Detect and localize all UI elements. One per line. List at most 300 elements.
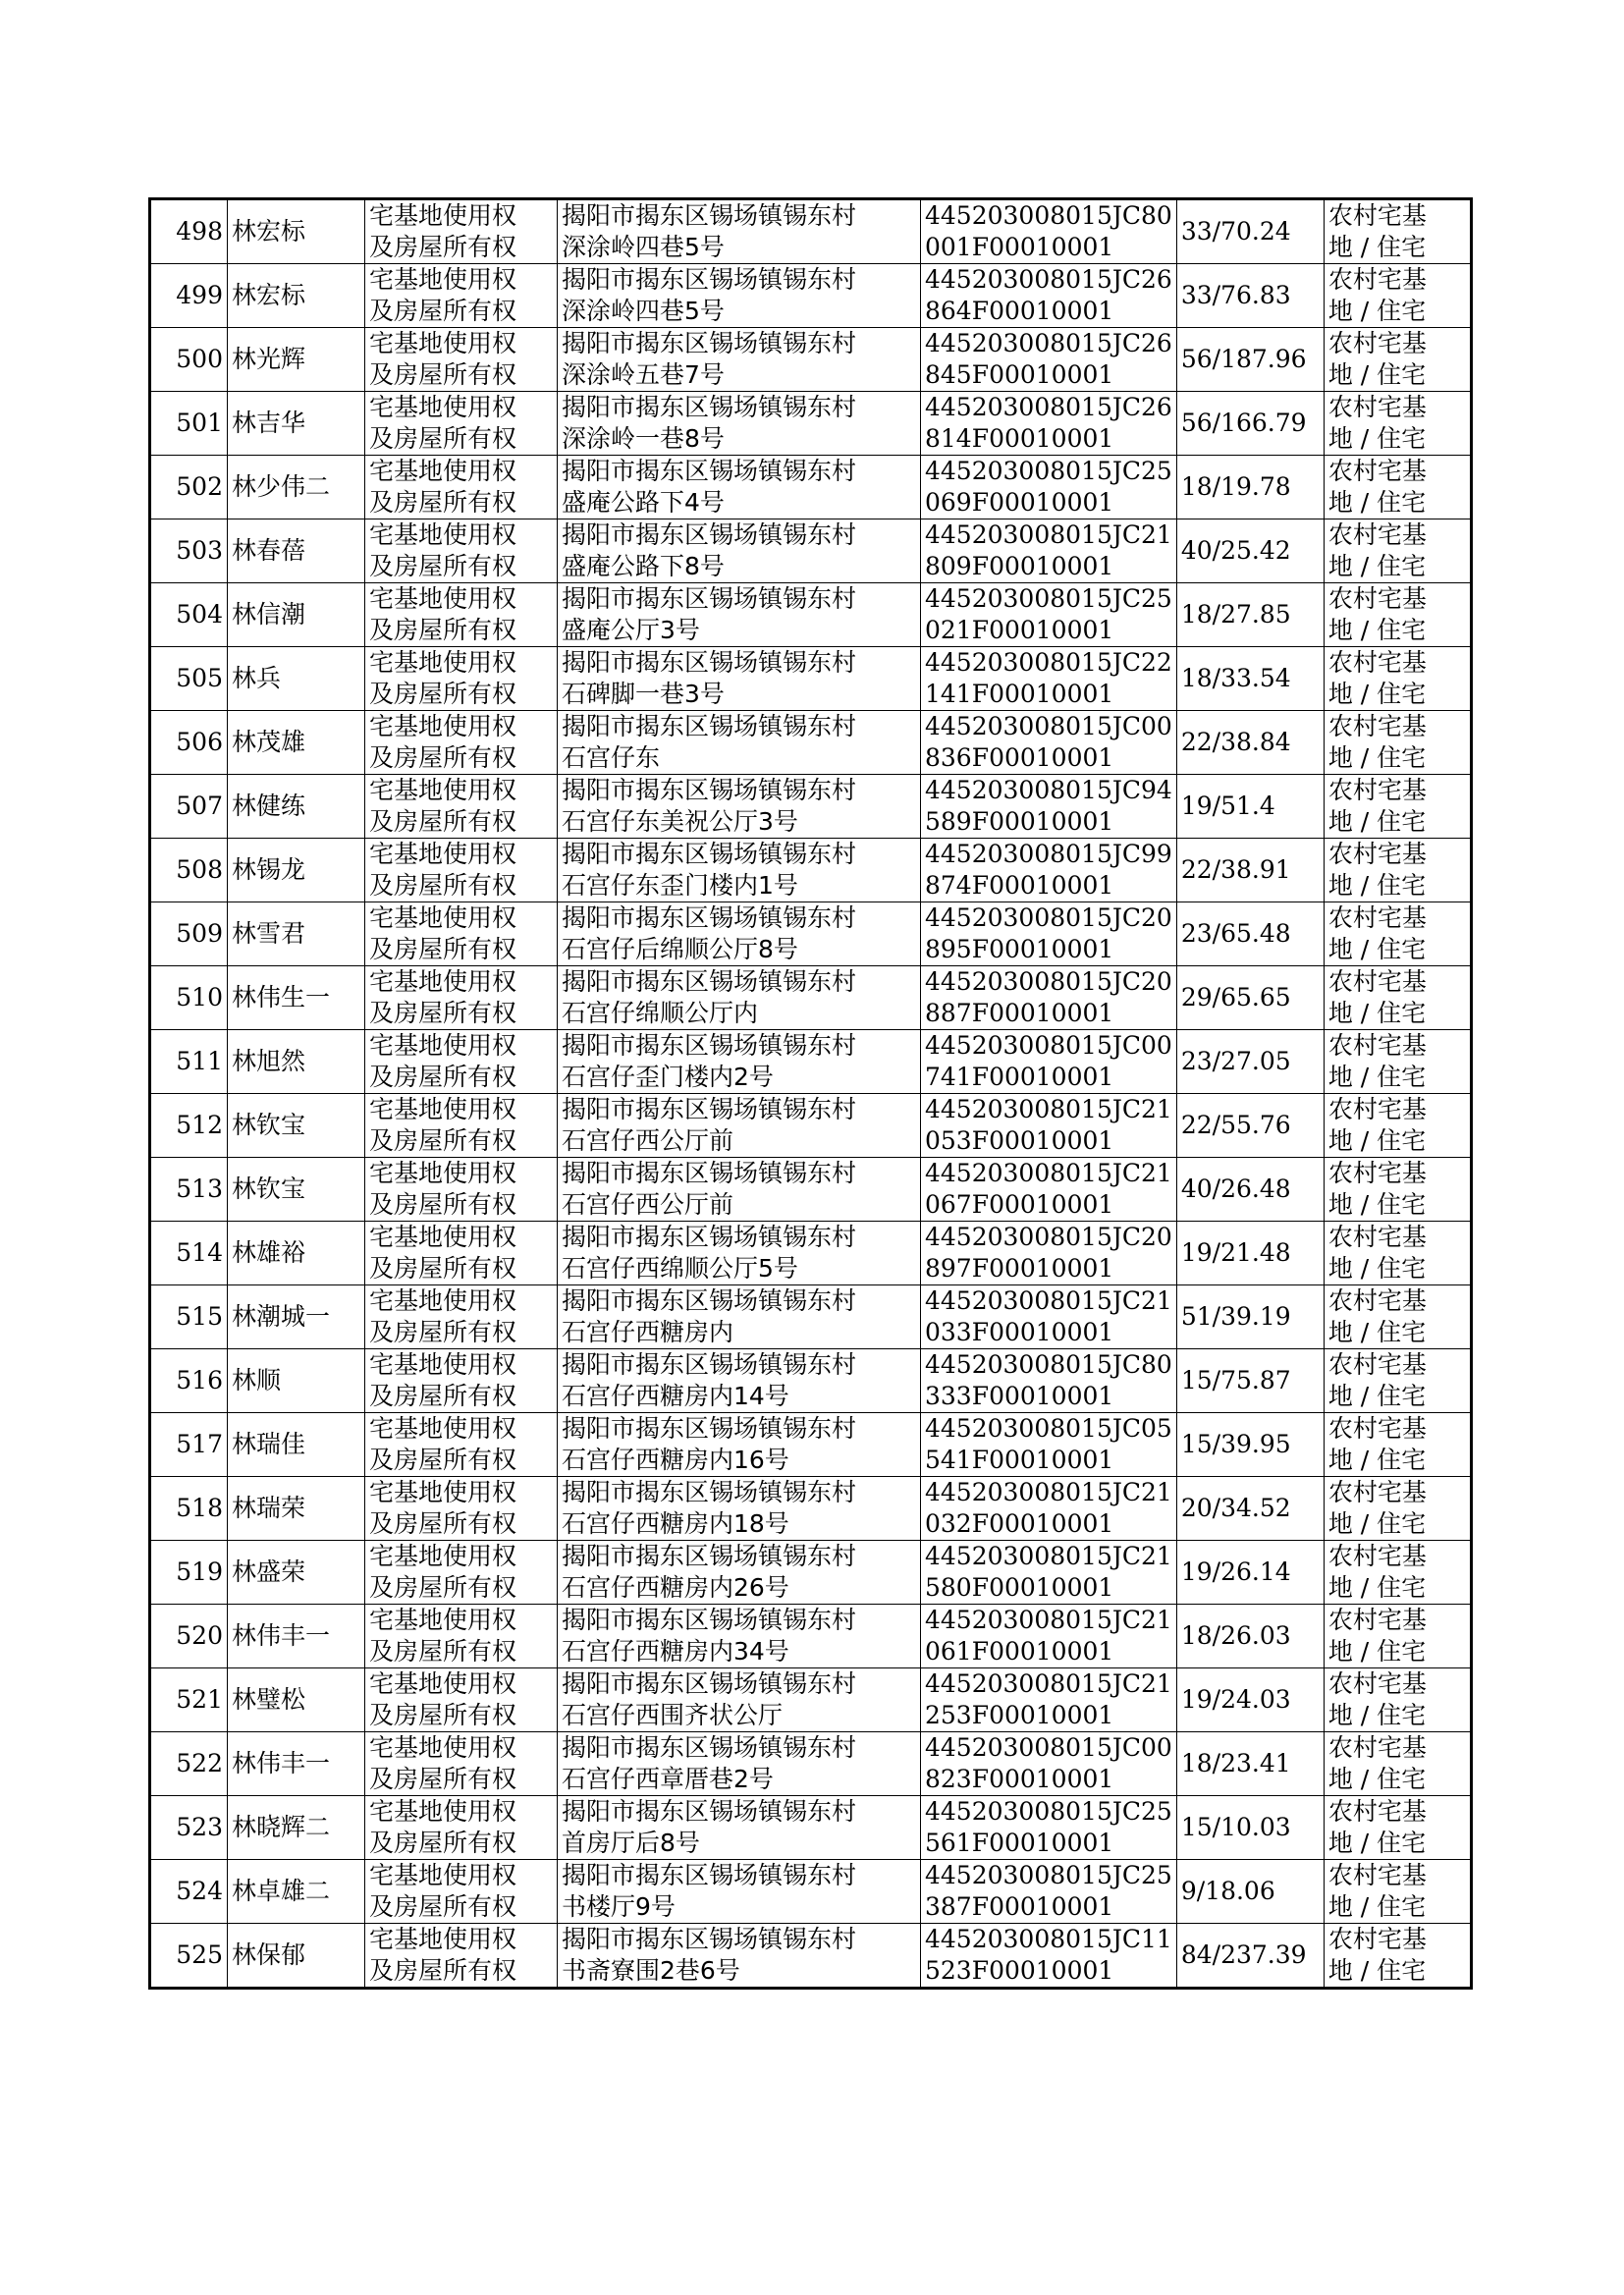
area-value-text: 18/23.41	[1180, 1749, 1291, 1777]
address-cell	[558, 1477, 921, 1541]
land-use-cell	[1324, 199, 1471, 264]
address-text: 揭阳市揭东区锡场镇锡东村	[562, 1159, 857, 1187]
address-text: 盛庵公厅3号	[562, 616, 700, 644]
right-type-text: 及房屋所有权	[369, 1190, 517, 1219]
area-value-text: 23/65.48	[1180, 919, 1291, 948]
land-use-text: 地 / 住宅	[1327, 807, 1427, 836]
right-type-text: 及房屋所有权	[369, 1382, 517, 1410]
address-cell	[558, 902, 921, 966]
land-use-text: 农村宅基	[1327, 648, 1427, 677]
address-text: 石宫仔东美祝公厅3号	[562, 807, 798, 836]
right-type-text: 及房屋所有权	[369, 935, 517, 963]
land-use-cell	[1324, 456, 1471, 519]
land-use-text: 地 / 住宅	[1327, 1573, 1427, 1602]
owner-name-text: 林伟丰一	[232, 1749, 331, 1777]
land-use-cell	[1324, 1285, 1471, 1349]
row-number-text: 506	[176, 728, 223, 756]
land-use-text: 地 / 住宅	[1327, 1446, 1427, 1474]
owner-name-text: 林瑞荣	[232, 1494, 306, 1522]
land-use-cell	[1324, 1413, 1471, 1477]
row-number-text: 518	[176, 1494, 223, 1522]
owner-name-cell	[228, 583, 365, 647]
area-value-text: 33/70.24	[1180, 217, 1291, 246]
area-value-cell	[1176, 1860, 1324, 1924]
property-code-text: 523F00010001	[925, 1956, 1114, 1985]
area-value-text: 15/39.95	[1180, 1430, 1291, 1458]
property-code-cell	[921, 1860, 1177, 1924]
owner-name-text: 林卓雄二	[232, 1877, 331, 1905]
row-number-text: 502	[176, 472, 223, 501]
land-use-text: 地 / 住宅	[1327, 424, 1427, 453]
address-cell	[558, 647, 921, 711]
land-use-text: 农村宅基	[1327, 1606, 1427, 1634]
property-code-text: 445203008015JC25	[925, 457, 1172, 485]
property-code-text: 445203008015JC21	[925, 1542, 1172, 1570]
address-cell	[558, 264, 921, 328]
row-number-cell	[150, 1924, 228, 1989]
area-value-cell	[1176, 1477, 1324, 1541]
owner-name-cell	[228, 1285, 365, 1349]
right-type-text: 宅基地使用权	[369, 1095, 517, 1123]
table-row	[150, 583, 1472, 647]
address-text: 石宫仔东歪门楼内1号	[562, 871, 798, 900]
property-code-text: 445203008015JC00	[925, 1733, 1172, 1762]
table-row	[150, 711, 1472, 775]
address-cell	[558, 1924, 921, 1989]
right-type-cell	[365, 1796, 558, 1860]
right-type-text: 宅基地使用权	[369, 520, 517, 549]
right-type-cell	[365, 839, 558, 902]
table-row	[150, 1860, 1472, 1924]
address-text: 揭阳市揭东区锡场镇锡东村	[562, 648, 857, 677]
land-use-text: 地 / 住宅	[1327, 1637, 1427, 1666]
row-number-text: 499	[176, 281, 223, 309]
owner-name-cell	[228, 1158, 365, 1222]
property-code-text: 836F00010001	[925, 743, 1114, 772]
area-value-text: 19/26.14	[1180, 1557, 1291, 1586]
table-row	[150, 1668, 1472, 1732]
land-use-cell	[1324, 966, 1471, 1030]
address-cell	[558, 775, 921, 839]
land-use-cell	[1324, 647, 1471, 711]
land-use-text: 地 / 住宅	[1327, 1318, 1427, 1346]
property-code-text: 445203008015JC21	[925, 1286, 1172, 1315]
right-type-text: 及房屋所有权	[369, 1063, 517, 1091]
table-row	[150, 1158, 1472, 1222]
land-use-text: 地 / 住宅	[1327, 680, 1427, 708]
area-value-cell	[1176, 1349, 1324, 1413]
address-text: 揭阳市揭东区锡场镇锡东村	[562, 1669, 857, 1698]
area-value-text: 18/33.54	[1180, 664, 1291, 692]
right-type-cell	[365, 328, 558, 392]
address-text: 揭阳市揭东区锡场镇锡东村	[562, 840, 857, 868]
property-code-text: 445203008015JC05	[925, 1414, 1172, 1443]
area-value-cell	[1176, 1285, 1324, 1349]
row-number-cell	[150, 264, 228, 328]
property-code-cell	[921, 1541, 1177, 1605]
row-number-text: 521	[176, 1685, 223, 1714]
area-value-cell	[1176, 583, 1324, 647]
property-code-cell	[921, 1668, 1177, 1732]
address-text: 揭阳市揭东区锡场镇锡东村	[562, 776, 857, 804]
row-number-text: 520	[176, 1621, 223, 1650]
address-text: 揭阳市揭东区锡场镇锡东村	[562, 903, 857, 932]
land-use-cell	[1324, 583, 1471, 647]
right-type-text: 及房屋所有权	[369, 616, 517, 644]
land-use-cell	[1324, 1158, 1471, 1222]
row-number-text: 510	[176, 983, 223, 1011]
property-code-text: 387F00010001	[925, 1892, 1114, 1921]
property-code-text: 864F00010001	[925, 297, 1114, 325]
table-row	[150, 1796, 1472, 1860]
property-code-cell	[921, 1732, 1177, 1796]
property-code-cell	[921, 1158, 1177, 1222]
right-type-text: 宅基地使用权	[369, 1606, 517, 1634]
property-code-text: 253F00010001	[925, 1701, 1114, 1729]
address-text: 揭阳市揭东区锡场镇锡东村	[562, 393, 857, 421]
table-row	[150, 1477, 1472, 1541]
land-use-cell	[1324, 775, 1471, 839]
address-text: 石宫仔绵顺公厅内	[562, 999, 759, 1027]
area-value-cell	[1176, 1030, 1324, 1094]
address-text: 揭阳市揭东区锡场镇锡东村	[562, 712, 857, 740]
property-code-text: 333F00010001	[925, 1382, 1114, 1410]
property-code-text: 445203008015JC94	[925, 776, 1172, 804]
land-use-text: 农村宅基	[1327, 903, 1427, 932]
owner-name-text: 林璧松	[232, 1685, 306, 1714]
row-number-cell	[150, 1158, 228, 1222]
land-use-text: 农村宅基	[1327, 1095, 1427, 1123]
land-use-text: 地 / 住宅	[1327, 1126, 1427, 1155]
table-row	[150, 264, 1472, 328]
right-type-cell	[365, 902, 558, 966]
address-cell	[558, 583, 921, 647]
right-type-text: 宅基地使用权	[369, 584, 517, 613]
owner-name-text: 林钦宝	[232, 1111, 306, 1139]
area-value-text: 22/38.84	[1180, 728, 1291, 756]
table-row	[150, 966, 1472, 1030]
property-code-text: 445203008015JC00	[925, 712, 1172, 740]
right-type-text: 及房屋所有权	[369, 1956, 517, 1985]
land-use-cell	[1324, 1477, 1471, 1541]
property-code-text: 541F00010001	[925, 1446, 1114, 1474]
right-type-cell	[365, 966, 558, 1030]
right-type-cell	[365, 1477, 558, 1541]
right-type-text: 宅基地使用权	[369, 201, 517, 230]
land-use-text: 农村宅基	[1327, 1414, 1427, 1443]
table-row	[150, 199, 1472, 264]
address-text: 揭阳市揭东区锡场镇锡东村	[562, 1414, 857, 1443]
table-row	[150, 647, 1472, 711]
property-code-text: 069F00010001	[925, 488, 1114, 517]
right-type-cell	[365, 456, 558, 519]
table-row	[150, 1349, 1472, 1413]
right-type-cell	[365, 1541, 558, 1605]
table-row	[150, 1924, 1472, 1989]
row-number-cell	[150, 1668, 228, 1732]
property-code-cell	[921, 1094, 1177, 1158]
address-text: 揭阳市揭东区锡场镇锡东村	[562, 584, 857, 613]
owner-name-cell	[228, 1605, 365, 1668]
row-number-cell	[150, 1222, 228, 1285]
area-value-cell	[1176, 392, 1324, 456]
land-use-text: 地 / 住宅	[1327, 1509, 1427, 1538]
land-use-cell	[1324, 1860, 1471, 1924]
address-text: 石宫仔东	[562, 743, 661, 772]
land-use-text: 农村宅基	[1327, 1797, 1427, 1826]
right-type-text: 宅基地使用权	[369, 903, 517, 932]
land-use-text: 地 / 住宅	[1327, 1190, 1427, 1219]
row-number-text: 512	[176, 1111, 223, 1139]
address-cell	[558, 1668, 921, 1732]
area-value-text: 15/75.87	[1180, 1366, 1291, 1394]
property-code-cell	[921, 1413, 1177, 1477]
right-type-cell	[365, 711, 558, 775]
area-value-cell	[1176, 1541, 1324, 1605]
area-value-cell	[1176, 1605, 1324, 1668]
land-use-text: 地 / 住宅	[1327, 999, 1427, 1027]
owner-name-text: 林春蓓	[232, 536, 306, 565]
row-number-text: 503	[176, 536, 223, 565]
right-type-text: 宅基地使用权	[369, 712, 517, 740]
address-text: 石碑脚一巷3号	[562, 680, 725, 708]
land-use-cell	[1324, 1605, 1471, 1668]
address-text: 石宫仔西糖房内16号	[562, 1446, 789, 1474]
owner-name-text: 林健练	[232, 792, 306, 820]
address-text: 深涂岭一巷8号	[562, 424, 725, 453]
address-text: 揭阳市揭东区锡场镇锡东村	[562, 1606, 857, 1634]
right-type-text: 及房屋所有权	[369, 1573, 517, 1602]
address-text: 揭阳市揭东区锡场镇锡东村	[562, 1350, 857, 1379]
right-type-text: 宅基地使用权	[369, 457, 517, 485]
owner-name-cell	[228, 1030, 365, 1094]
right-type-text: 宅基地使用权	[369, 1478, 517, 1506]
property-code-cell	[921, 456, 1177, 519]
land-use-text: 农村宅基	[1327, 520, 1427, 549]
right-type-text: 及房屋所有权	[369, 743, 517, 772]
property-code-text: 809F00010001	[925, 552, 1114, 580]
property-code-text: 445203008015JC99	[925, 840, 1172, 868]
area-value-cell	[1176, 1796, 1324, 1860]
property-code-text: 445203008015JC21	[925, 1478, 1172, 1506]
property-code-text: 001F00010001	[925, 233, 1114, 261]
owner-name-cell	[228, 775, 365, 839]
table-row	[150, 1030, 1472, 1094]
right-type-cell	[365, 1285, 558, 1349]
right-type-text: 及房屋所有权	[369, 1254, 517, 1283]
property-code-text: 067F00010001	[925, 1190, 1114, 1219]
owner-name-cell	[228, 839, 365, 902]
owner-name-cell	[228, 1732, 365, 1796]
right-type-text: 宅基地使用权	[369, 1031, 517, 1060]
address-cell	[558, 711, 921, 775]
property-code-cell	[921, 902, 1177, 966]
right-type-text: 宅基地使用权	[369, 1797, 517, 1826]
property-code-cell	[921, 1477, 1177, 1541]
area-value-text: 51/39.19	[1180, 1302, 1291, 1331]
land-use-text: 地 / 住宅	[1327, 743, 1427, 772]
table-row	[150, 775, 1472, 839]
property-code-text: 445203008015JC11	[925, 1925, 1172, 1953]
owner-name-text: 林伟丰一	[232, 1621, 331, 1650]
row-number-text: 501	[176, 409, 223, 437]
row-number-cell	[150, 1285, 228, 1349]
row-number-cell	[150, 199, 228, 264]
land-use-text: 农村宅基	[1327, 1350, 1427, 1379]
right-type-cell	[365, 1924, 558, 1989]
area-value-cell	[1176, 775, 1324, 839]
owner-name-text: 林吉华	[232, 409, 306, 437]
address-text: 书楼厅9号	[562, 1892, 676, 1921]
row-number-cell	[150, 1349, 228, 1413]
right-type-text: 宅基地使用权	[369, 840, 517, 868]
property-code-cell	[921, 264, 1177, 328]
address-text: 石宫仔后绵顺公厅8号	[562, 935, 798, 963]
area-value-text: 19/21.48	[1180, 1238, 1291, 1267]
land-use-text: 农村宅基	[1327, 1542, 1427, 1570]
area-value-text: 84/237.39	[1180, 1940, 1307, 1969]
land-use-text: 农村宅基	[1327, 1286, 1427, 1315]
owner-name-text: 林茂雄	[232, 728, 306, 756]
right-type-text: 及房屋所有权	[369, 1446, 517, 1474]
right-type-text: 及房屋所有权	[369, 1892, 517, 1921]
address-text: 揭阳市揭东区锡场镇锡东村	[562, 1861, 857, 1889]
land-use-text: 地 / 住宅	[1327, 871, 1427, 900]
land-use-text: 农村宅基	[1327, 201, 1427, 230]
owner-name-text: 林宏标	[232, 217, 306, 246]
property-code-text: 814F00010001	[925, 424, 1114, 453]
property-code-text: 445203008015JC21	[925, 1159, 1172, 1187]
land-use-text: 地 / 住宅	[1327, 1063, 1427, 1091]
row-number-text: 500	[176, 345, 223, 373]
address-text: 深涂岭四巷5号	[562, 297, 725, 325]
address-cell	[558, 1349, 921, 1413]
row-number-cell	[150, 519, 228, 583]
property-code-text: 021F00010001	[925, 616, 1114, 644]
address-text: 揭阳市揭东区锡场镇锡东村	[562, 967, 857, 996]
row-number-text: 516	[176, 1366, 223, 1394]
address-text: 石宫仔西绵顺公厅5号	[562, 1254, 798, 1283]
land-use-cell	[1324, 519, 1471, 583]
owner-name-cell	[228, 328, 365, 392]
property-code-text: 887F00010001	[925, 999, 1114, 1027]
row-number-text: 513	[176, 1175, 223, 1203]
property-code-cell	[921, 1030, 1177, 1094]
land-use-text: 农村宅基	[1327, 1159, 1427, 1187]
row-number-text: 498	[176, 217, 223, 246]
right-type-cell	[365, 519, 558, 583]
property-code-text: 445203008015JC80	[925, 201, 1172, 230]
right-type-cell	[365, 1030, 558, 1094]
row-number-text: 511	[176, 1047, 223, 1075]
land-use-cell	[1324, 839, 1471, 902]
right-type-text: 及房屋所有权	[369, 424, 517, 453]
right-type-text: 宅基地使用权	[369, 1286, 517, 1315]
area-value-cell	[1176, 839, 1324, 902]
row-number-text: 517	[176, 1430, 223, 1458]
right-type-text: 及房屋所有权	[369, 1126, 517, 1155]
address-text: 石宫仔西糖房内34号	[562, 1637, 789, 1666]
address-text: 石宫仔西围齐状公厅	[562, 1701, 784, 1729]
row-number-text: 505	[176, 664, 223, 692]
right-type-cell	[365, 264, 558, 328]
table-row	[150, 1222, 1472, 1285]
property-code-text: 053F00010001	[925, 1126, 1114, 1155]
property-code-text: 445203008015JC26	[925, 329, 1172, 357]
property-code-text: 445203008015JC25	[925, 1797, 1172, 1826]
property-code-text: 445203008015JC26	[925, 393, 1172, 421]
land-use-text: 地 / 住宅	[1327, 1956, 1427, 1985]
land-use-text: 农村宅基	[1327, 776, 1427, 804]
area-value-text: 29/65.65	[1180, 983, 1291, 1011]
land-use-cell	[1324, 1030, 1471, 1094]
land-use-cell	[1324, 392, 1471, 456]
right-type-text: 宅基地使用权	[369, 967, 517, 996]
address-text: 揭阳市揭东区锡场镇锡东村	[562, 1733, 857, 1762]
owner-name-text: 林宏标	[232, 281, 306, 309]
right-type-cell	[365, 583, 558, 647]
property-code-cell	[921, 1796, 1177, 1860]
right-type-text: 及房屋所有权	[369, 360, 517, 389]
property-code-text: 445203008015JC26	[925, 265, 1172, 294]
right-type-text: 宅基地使用权	[369, 776, 517, 804]
right-type-text: 及房屋所有权	[369, 680, 517, 708]
property-code-text: 445203008015JC22	[925, 648, 1172, 677]
area-value-cell	[1176, 456, 1324, 519]
property-code-cell	[921, 1222, 1177, 1285]
owner-name-cell	[228, 1796, 365, 1860]
area-value-text: 33/76.83	[1180, 281, 1291, 309]
land-use-cell	[1324, 1668, 1471, 1732]
property-code-text: 445203008015JC80	[925, 1350, 1172, 1379]
row-number-cell	[150, 392, 228, 456]
owner-name-cell	[228, 392, 365, 456]
row-number-text: 507	[176, 792, 223, 820]
address-text: 揭阳市揭东区锡场镇锡东村	[562, 1095, 857, 1123]
property-code-text: 561F00010001	[925, 1829, 1114, 1857]
property-code-text: 445203008015JC21	[925, 1606, 1172, 1634]
area-value-text: 20/34.52	[1180, 1494, 1291, 1522]
address-cell	[558, 519, 921, 583]
address-text: 揭阳市揭东区锡场镇锡东村	[562, 1542, 857, 1570]
row-number-text: 514	[176, 1238, 223, 1267]
row-number-text: 504	[176, 600, 223, 628]
land-use-text: 农村宅基	[1327, 1733, 1427, 1762]
row-number-cell	[150, 966, 228, 1030]
address-cell	[558, 966, 921, 1030]
table-row	[150, 1094, 1472, 1158]
owner-name-text: 林锡龙	[232, 855, 306, 884]
area-value-cell	[1176, 328, 1324, 392]
row-number-text: 509	[176, 919, 223, 948]
owner-name-text: 林光辉	[232, 345, 306, 373]
area-value-text: 40/25.42	[1180, 536, 1291, 565]
table-row	[150, 519, 1472, 583]
right-type-text: 及房屋所有权	[369, 1829, 517, 1857]
owner-name-text: 林伟生一	[232, 983, 331, 1011]
property-code-cell	[921, 583, 1177, 647]
owner-name-cell	[228, 1222, 365, 1285]
right-type-text: 宅基地使用权	[369, 1669, 517, 1698]
row-number-cell	[150, 583, 228, 647]
property-code-cell	[921, 647, 1177, 711]
land-use-cell	[1324, 1796, 1471, 1860]
land-use-text: 农村宅基	[1327, 1669, 1427, 1698]
land-use-cell	[1324, 902, 1471, 966]
right-type-text: 宅基地使用权	[369, 1733, 517, 1762]
row-number-text: 524	[176, 1877, 223, 1905]
address-text: 揭阳市揭东区锡场镇锡东村	[562, 329, 857, 357]
